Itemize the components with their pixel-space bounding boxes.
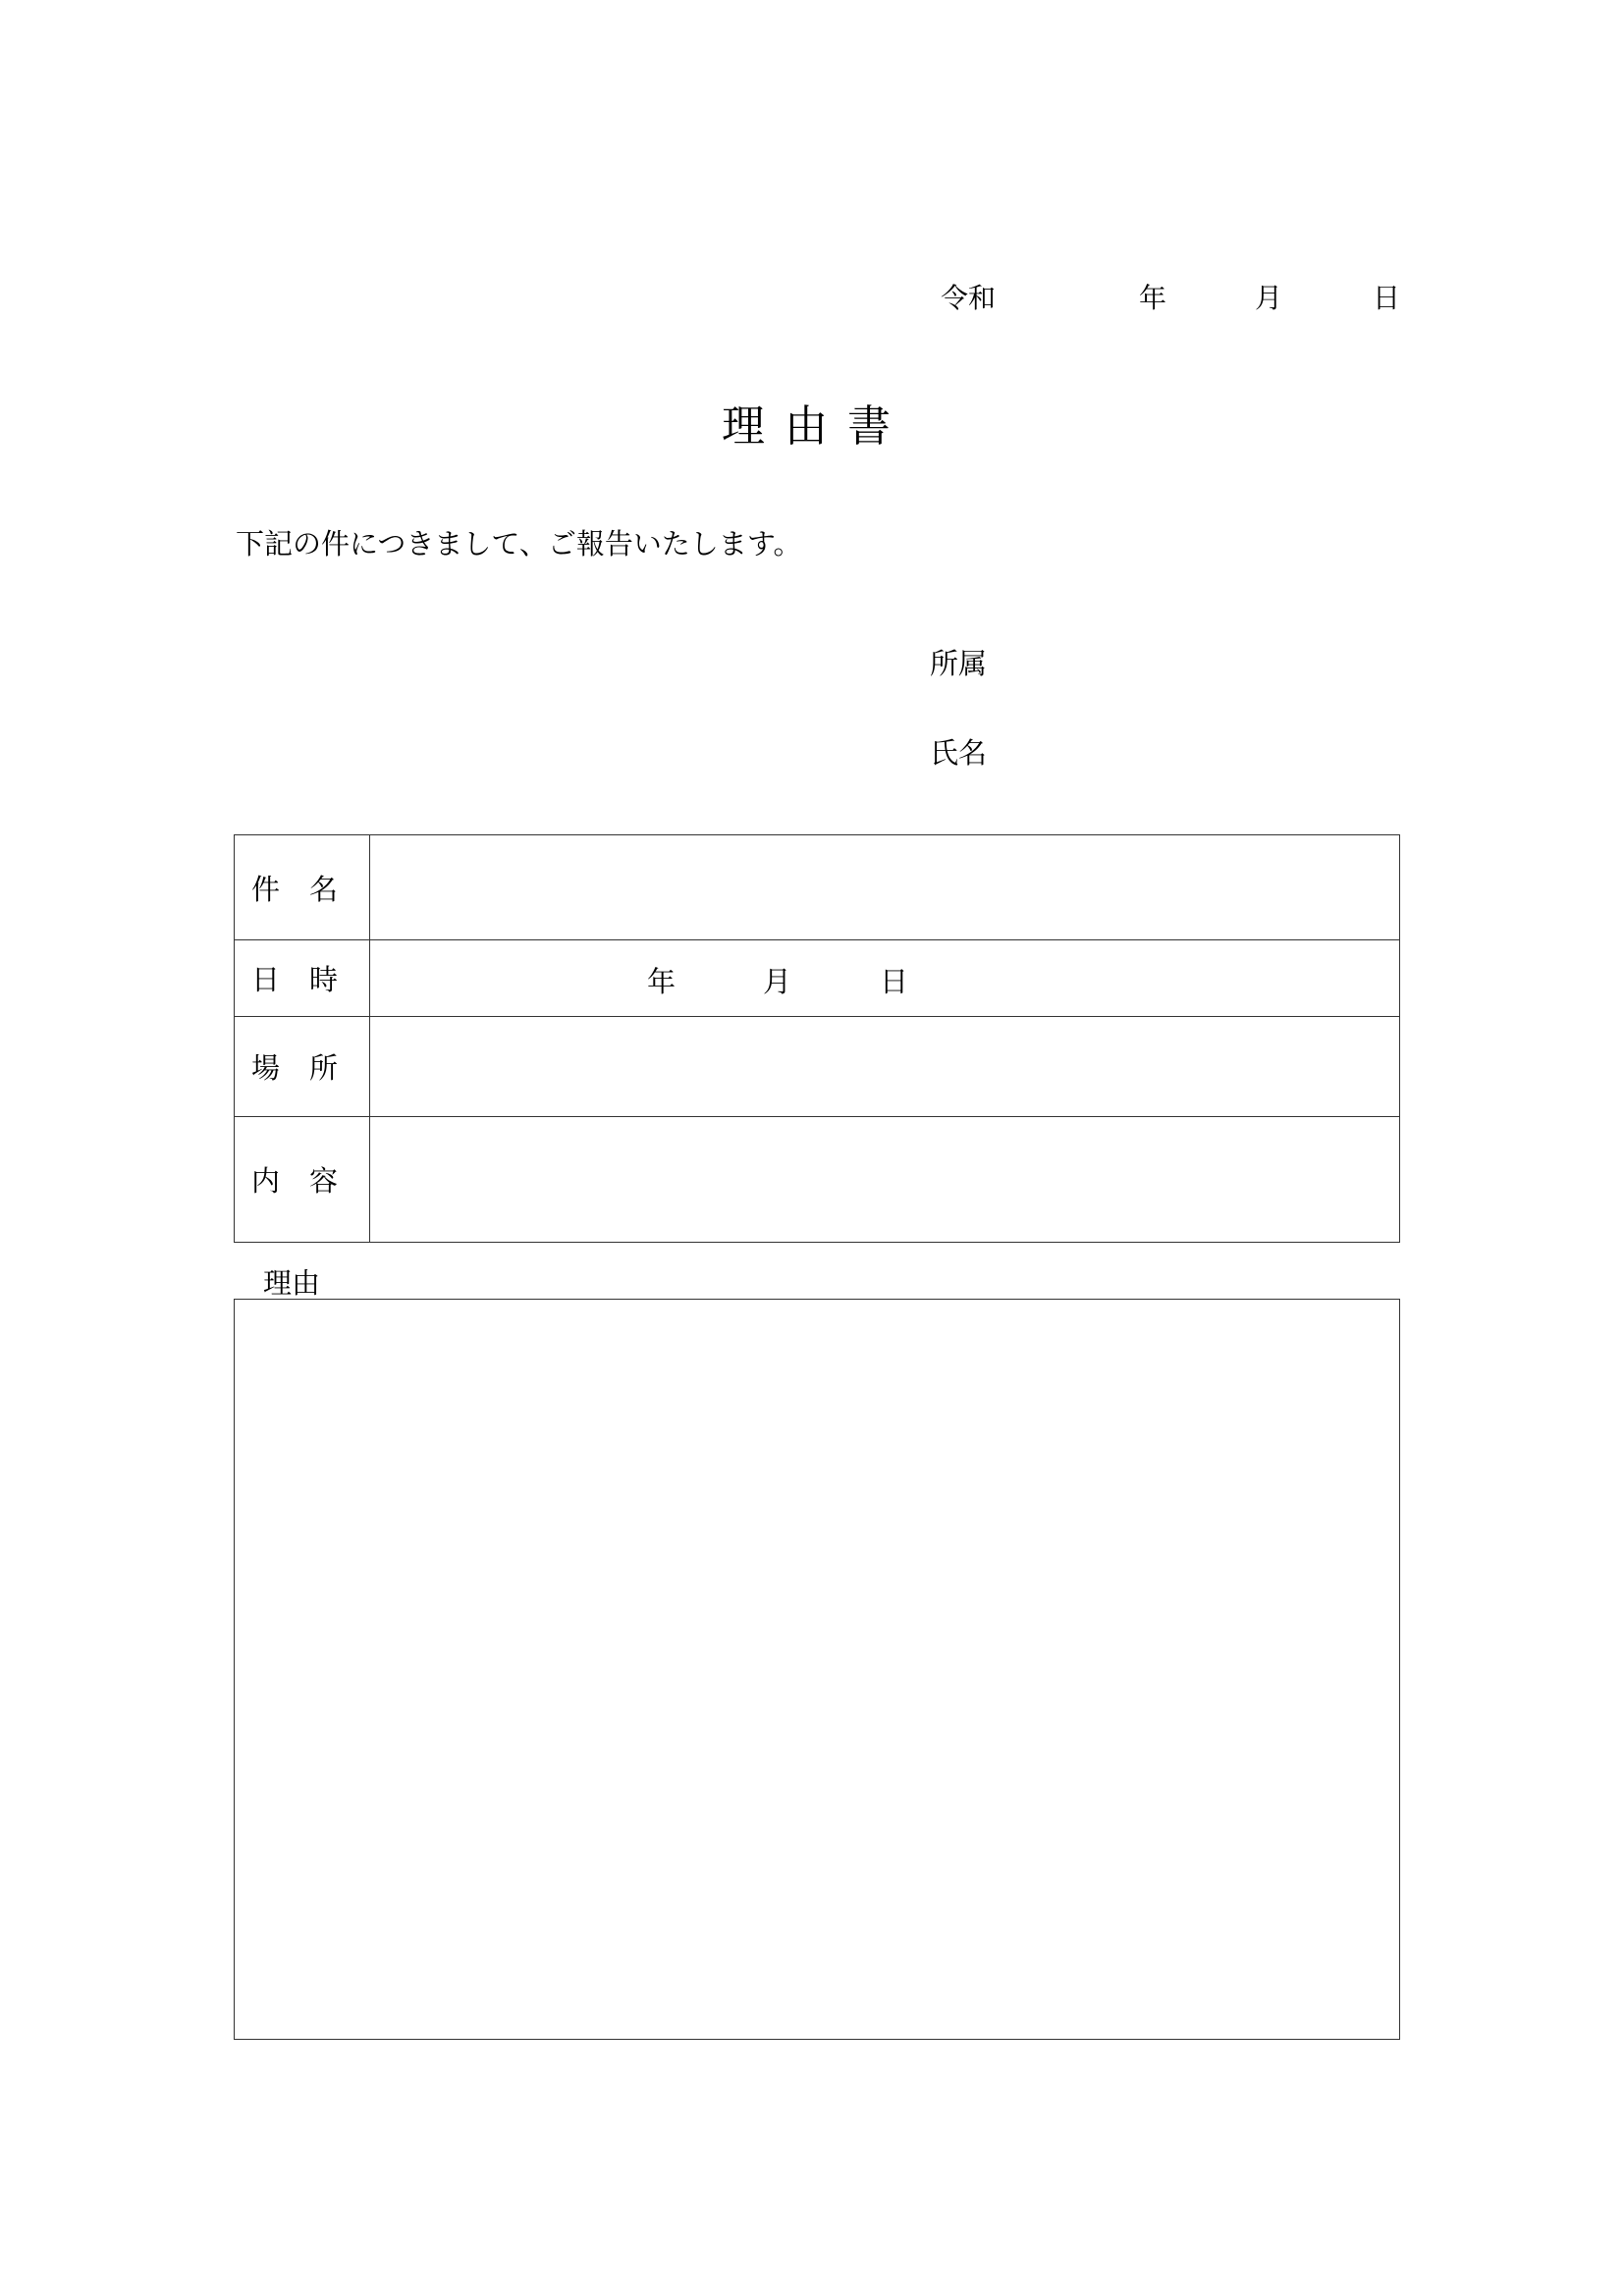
reason-label: 理由 [263, 1266, 321, 1300]
subject-label: 件名 [235, 835, 370, 939]
date-era: 令和 [941, 282, 997, 314]
datetime-day-unit: 日 [880, 965, 909, 998]
date-month-unit: 月 [1255, 282, 1283, 314]
datetime-month-unit: 月 [763, 965, 792, 998]
date-day-unit: 日 [1373, 282, 1401, 314]
affiliation-label: 所属 [930, 647, 988, 680]
place-label: 場所 [235, 1017, 370, 1116]
place-row [235, 1017, 1399, 1117]
content-row [235, 1117, 1399, 1242]
subject-field[interactable] [370, 835, 1399, 939]
date-year-unit: 年 [1139, 282, 1167, 314]
datetime-field[interactable] [370, 940, 1399, 1016]
datetime-row [235, 940, 1399, 1017]
content-label: 内容 [235, 1117, 370, 1242]
place-field[interactable] [370, 1017, 1399, 1116]
subject-row [235, 835, 1399, 940]
intro-text: 下記の件につきまして、ご報告いたします。 [236, 527, 802, 561]
datetime-year-unit: 年 [647, 965, 677, 998]
name-label: 氏名 [930, 736, 988, 770]
content-field[interactable] [370, 1117, 1399, 1242]
details-table [234, 834, 1400, 1243]
datetime-label: 日時 [235, 940, 370, 1016]
reason-field[interactable] [234, 1299, 1400, 2040]
document-title: 理由書 [722, 401, 910, 452]
